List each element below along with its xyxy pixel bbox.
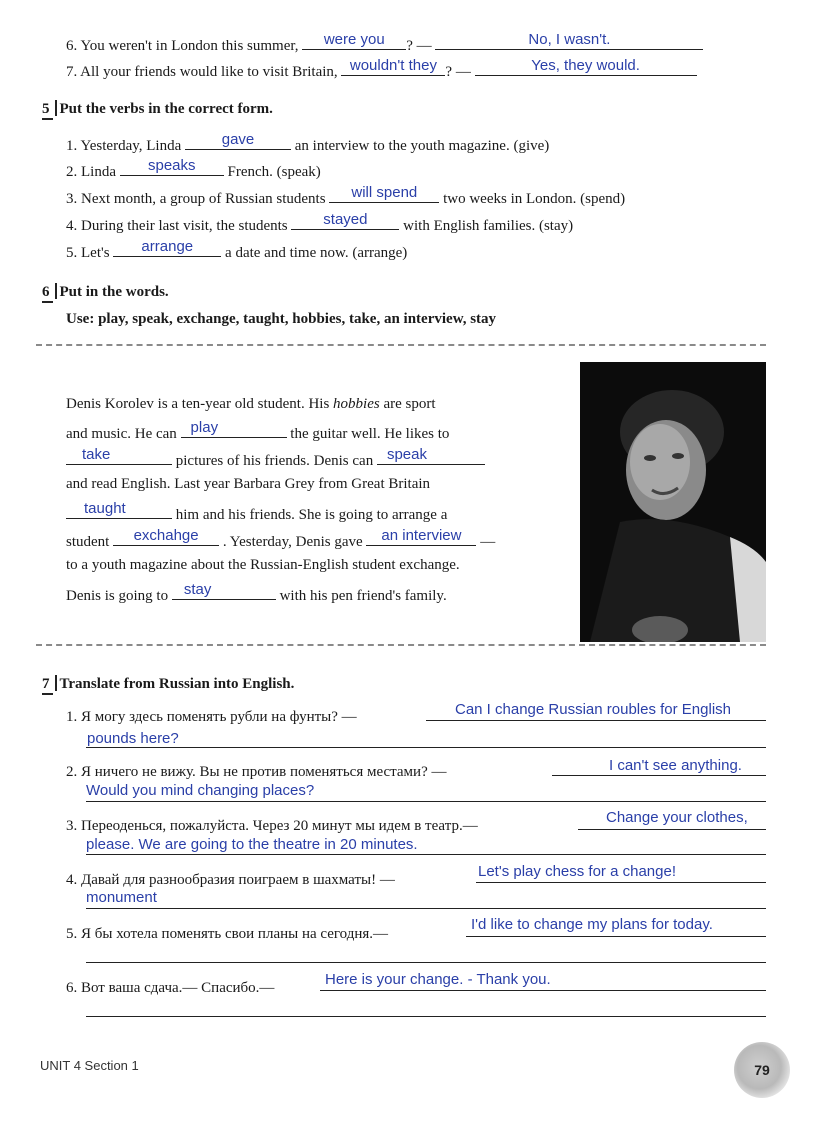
passage-italic-word: hobbies [333,396,380,412]
s7-item-2-russian: 2. Я ничего не вижу. Вы не против поменяться местами? — [66,764,447,780]
answer-blank[interactable] [291,211,399,230]
s7-item-4-russian: 4. Давай для разнообразия поиграем в шахматы! — [66,872,395,888]
translation-line-2[interactable]: monument [86,889,157,906]
s7-item-1-russian: 1. Я могу здесь поменять рубли на фунты? — [66,709,357,725]
translation-line-1[interactable]: I'd like to change my plans for today. [471,916,713,933]
handwritten-answer: stayed [323,211,368,228]
passage-text: the guitar well. He likes to [290,426,450,442]
unit-section-label: UNIT 4 Section 1 [40,1058,139,1073]
use-words [66,311,496,328]
passage-text: — [480,534,496,550]
page-number [734,1042,790,1098]
passage-line-1 [66,396,436,413]
section-title: Translate from Russian into English. [59,676,295,692]
section-7-heading [42,675,294,695]
answer-blank[interactable] [366,527,476,546]
question-6-text: 6. You weren't in London this summer, [66,38,299,54]
translation-line-1[interactable]: Here is your change. - Thank you. [325,971,551,988]
item-text: a date and time now. (arrange) [225,245,408,261]
section-bar [55,283,57,299]
answer-blank[interactable] [435,31,703,50]
handwritten-answer: will spend [351,184,418,201]
section-bar [55,100,57,116]
use-label: Use: [66,311,95,327]
answer-blank[interactable] [329,184,439,203]
answer-blank[interactable] [172,581,276,600]
passage-text: student [66,534,110,550]
s7-item-3-russian: 3. Переоденься, пожалуйста. Через 20 минут мы идем в театр.— [66,818,478,834]
answer-line [86,801,766,802]
translation-line-1[interactable]: Can I change Russian roubles for English [455,701,731,718]
answer-blank[interactable] [120,157,224,176]
translation-line-1[interactable]: Let's play chess for a change! [478,863,676,880]
answer-line [86,908,766,909]
answer-line [426,720,766,721]
item-text: 5. Let's [66,245,110,261]
answer-line [476,882,766,883]
item-text: an interview to the youth magazine. (give) [294,138,550,154]
s5-item-3 [66,184,626,208]
passage-line-3 [66,446,485,470]
passage-text: pictures of his friends. Denis can [175,453,374,469]
boy-portrait-image [580,362,766,642]
item-text: with English families. (stay) [403,218,574,234]
student-photo [580,362,766,642]
answer-line [86,747,766,748]
question-7-text: 7. All your friends would like to visit Britain, [66,64,338,80]
question-mark: ? — [406,38,432,54]
passage-line-5 [66,500,448,524]
handwritten-answer: arrange [141,238,194,255]
handwritten-answer: were you [323,31,385,48]
s7-item-5-russian: 5. Я бы хотела поменять свои планы на сегодня.— [66,926,389,942]
s5-item-2 [66,157,321,181]
handwritten-answer: wouldn't they [349,57,437,74]
item-text: 3. Next month, a group of Russian students [66,191,326,207]
translation-line-2[interactable]: pounds here? [87,730,179,747]
section-title: Put in the words. [59,284,169,300]
s5-item-1 [66,131,550,155]
handwritten-answer: speak [386,446,427,463]
page-number-text: 79 [754,1062,770,1078]
word-bank: play, speak, exchange, taught, hobbies, take, an interview, stay [98,311,497,327]
question-7 [66,57,697,81]
answer-line [552,775,766,776]
passage-text: Denis is going to [66,588,169,604]
section-number: 7 [42,676,53,695]
item-text: 4. During their last visit, the students [66,218,288,234]
answer-blank[interactable] [113,238,221,257]
handwritten-answer: taught [84,500,126,517]
passage-line-7 [66,557,460,574]
item-text: two weeks in London. (spend) [443,191,626,207]
answer-blank[interactable] [185,131,291,150]
item-text: 2. Linda [66,164,116,180]
passage-line-2 [66,419,450,443]
answer-blank[interactable] [66,500,172,519]
section-number: 6 [42,284,53,303]
question-mark: ? — [445,64,471,80]
answer-blank[interactable] [302,31,406,50]
passage-text: Denis Korolev is a ten-year old student. His [66,396,330,412]
section-number: 5 [42,101,53,120]
translation-line-1[interactable]: Change your clothes, [606,809,748,826]
answer-blank[interactable] [66,446,172,465]
answer-blank[interactable] [377,446,485,465]
answer-blank[interactable] [113,527,219,546]
passage-text: and music. He can [66,426,177,442]
answer-blank[interactable] [475,57,697,76]
passage-line-4 [66,476,430,493]
section-5-heading [42,100,273,120]
passage-text: and read English. Last year Barbara Grey from Great Britain [66,476,431,492]
section-6-heading [42,283,169,303]
answer-line [466,936,766,937]
answer-line [86,1016,766,1017]
passage-text: to a youth magazine about the Russian-English student exchange. [66,557,460,573]
item-text: French. (speak) [227,164,321,180]
answer-line [86,962,766,963]
translation-line-2[interactable]: please. We are going to the theatre in 20 minutes. [86,836,418,853]
answer-line [86,854,766,855]
handwritten-answer: play [190,419,219,436]
answer-line [578,829,766,830]
passage-text: . Yesterday, Denis gave [222,534,363,550]
handwritten-answer: No, I wasn't. [528,31,611,48]
item-text: 1. Yesterday, Linda [66,138,182,154]
handwritten-answer: speaks [147,157,196,174]
section-title: Put the verbs in the correct form. [59,101,273,117]
passage-text: are sport [383,396,436,412]
handwritten-answer: take [82,446,111,463]
handwritten-answer: an interview [381,527,462,544]
s5-item-5 [66,238,408,262]
passage-line-8 [66,581,447,605]
passage-line-6 [66,527,496,551]
answer-blank[interactable] [341,57,445,76]
section-bar [55,675,57,691]
handwritten-answer: gave [221,131,255,148]
handwritten-answer: Yes, they would. [531,57,640,74]
handwritten-answer: exchahge [133,527,199,544]
s5-item-4 [66,211,574,235]
translation-line-1[interactable]: I can't see anything. [609,757,742,774]
question-6 [66,31,703,55]
answer-line [320,990,766,991]
answer-blank[interactable] [181,419,287,438]
s7-item-6-russian: 6. Вот ваша сдача.— Спасибо.— [66,980,275,996]
passage-text: him and his friends. She is going to arrange a [175,507,448,523]
translation-line-2[interactable]: Would you mind changing places? [86,782,315,799]
handwritten-answer: stay [183,581,212,598]
passage-text: with his pen friend's family. [279,588,447,604]
